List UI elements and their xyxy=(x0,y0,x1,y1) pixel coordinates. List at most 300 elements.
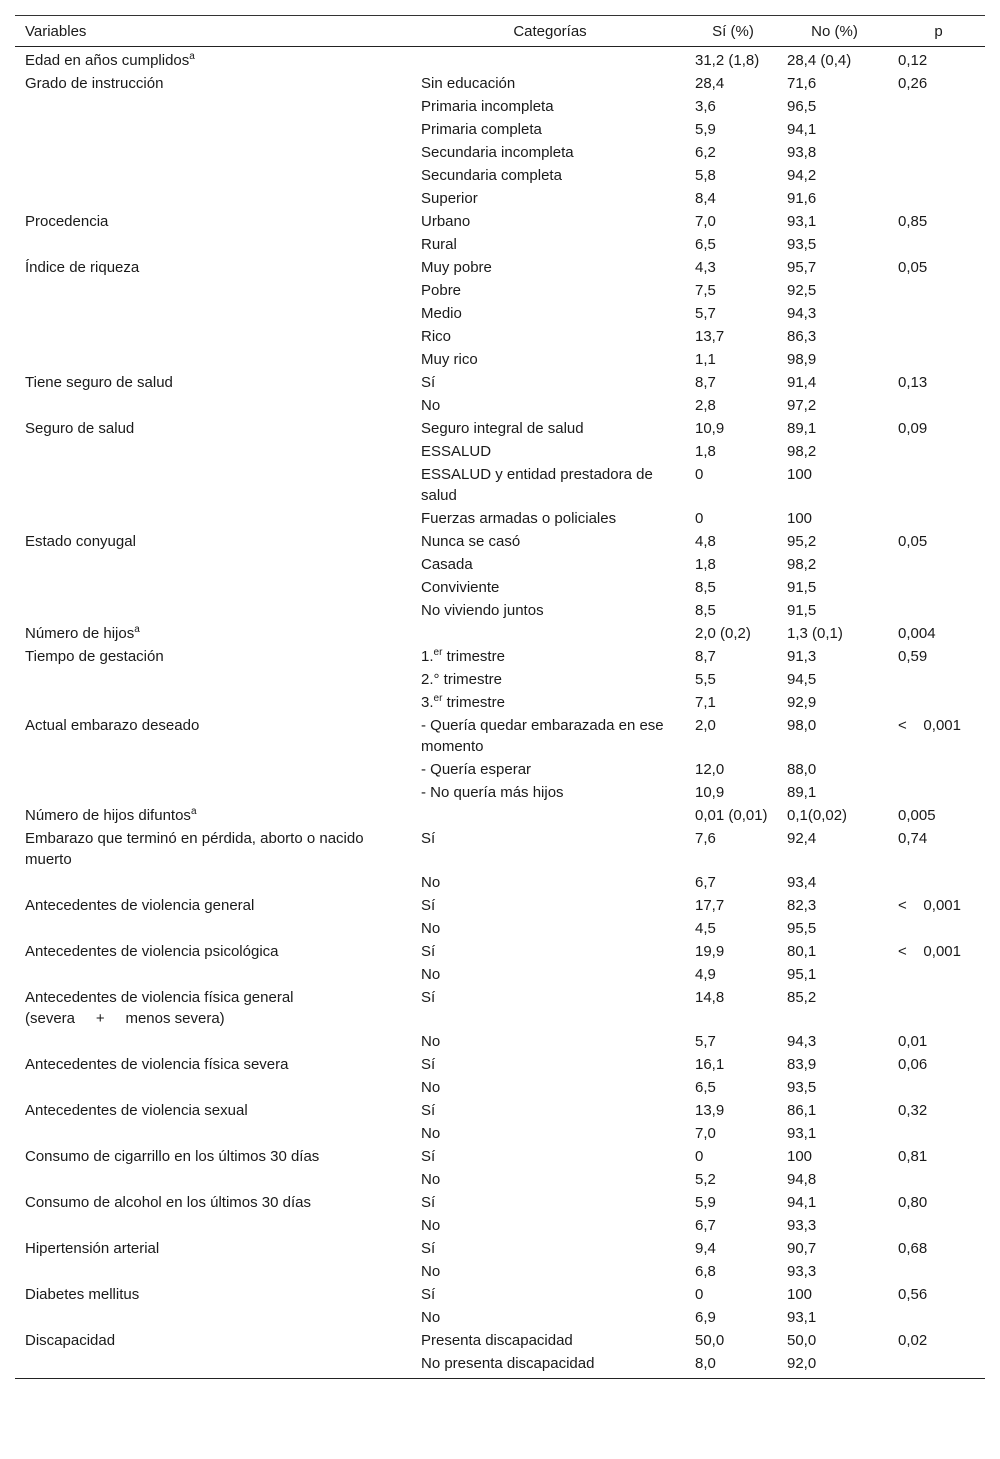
cell-p xyxy=(888,871,985,894)
table-row xyxy=(15,804,985,827)
table-row xyxy=(15,47,985,73)
cell-no: 98,2 xyxy=(787,556,817,573)
cell-categoria xyxy=(411,279,685,302)
table-row xyxy=(15,72,985,95)
cell-variable xyxy=(15,118,411,141)
table-row xyxy=(15,1076,985,1099)
cell-si: 0 xyxy=(695,1286,704,1303)
cell-categoria xyxy=(411,668,685,691)
table-row xyxy=(15,1283,985,1306)
cell-si: 7,5 xyxy=(695,282,716,299)
cell-si: 7,6 xyxy=(695,830,716,847)
cell-p xyxy=(888,668,985,691)
cell-p: 0,05 xyxy=(898,533,928,550)
table-row xyxy=(15,463,985,507)
cell-variable xyxy=(15,917,411,940)
cell-variable xyxy=(15,622,411,645)
header-categorias: Categorías xyxy=(411,16,685,47)
cell-p: 0,004 xyxy=(898,625,936,642)
cell-no: 96,5 xyxy=(787,98,817,115)
categoria-label: 3. xyxy=(421,694,434,711)
cell-si: 7,0 xyxy=(695,213,716,230)
cell-p xyxy=(888,986,985,1030)
cell-p xyxy=(888,758,985,781)
cell-si: 5,7 xyxy=(695,1033,716,1050)
cell-categoria xyxy=(411,1237,685,1260)
categoria-label: ESSALUD y entidad prestadora de salud xyxy=(421,466,653,504)
footnote-marker: a xyxy=(134,624,140,635)
categoria-label: Sí xyxy=(421,1194,436,1211)
cell-si: 5,8 xyxy=(695,167,716,184)
categoria-label: Rico xyxy=(421,328,452,345)
variable-label: Procedencia xyxy=(25,213,109,230)
cell-no: 93,5 xyxy=(787,236,817,253)
cell-no: 82,3 xyxy=(787,897,817,914)
variable-label: Antecedentes de violencia física general (severa + menos severa) xyxy=(25,989,294,1027)
table-row xyxy=(15,599,985,622)
table-row xyxy=(15,1145,985,1168)
cell-categoria xyxy=(411,325,685,348)
table-row xyxy=(15,963,985,986)
categoria-label: Sí xyxy=(421,1286,436,1303)
cell-variable xyxy=(15,827,411,871)
categoria-label: Presenta discapacidad xyxy=(421,1332,573,1349)
cell-p: 0,81 xyxy=(898,1148,928,1165)
cell-variable xyxy=(15,210,411,233)
cell-categoria xyxy=(411,348,685,371)
cell-si: 6,9 xyxy=(695,1309,716,1326)
cell-categoria xyxy=(411,1352,685,1379)
cell-categoria xyxy=(411,553,685,576)
cell-no: 93,5 xyxy=(787,1079,817,1096)
categoria-label: No xyxy=(421,874,441,891)
cell-categoria xyxy=(411,1329,685,1352)
variable-label: Discapacidad xyxy=(25,1332,116,1349)
categoria-label: Muy rico xyxy=(421,351,478,368)
cell-no: 91,5 xyxy=(787,602,817,619)
categoria-label: Conviviente xyxy=(421,579,500,596)
cell-p: 0,80 xyxy=(898,1194,928,1211)
cell-no: 85,2 xyxy=(787,989,817,1006)
cell-variable xyxy=(15,599,411,622)
cell-no: 93,1 xyxy=(787,1125,817,1142)
cell-no: 95,1 xyxy=(787,966,817,983)
cell-categoria xyxy=(411,47,685,73)
cell-categoria xyxy=(411,164,685,187)
cell-no: 89,1 xyxy=(787,784,817,801)
cell-categoria xyxy=(411,394,685,417)
cell-no: 93,1 xyxy=(787,1309,817,1326)
variable-label: Antecedentes de violencia sexual xyxy=(25,1102,248,1119)
table-row xyxy=(15,645,985,668)
cell-si: 4,3 xyxy=(695,259,716,276)
cell-variable xyxy=(15,553,411,576)
cell-si: 50,0 xyxy=(695,1332,725,1349)
cell-variable xyxy=(15,804,411,827)
table-row xyxy=(15,1099,985,1122)
cell-variable xyxy=(15,95,411,118)
table-row xyxy=(15,394,985,417)
cell-p xyxy=(888,440,985,463)
cell-categoria xyxy=(411,963,685,986)
cell-variable xyxy=(15,1352,411,1379)
table-row xyxy=(15,1260,985,1283)
cell-si: 4,9 xyxy=(695,966,716,983)
cell-si: 2,0 (0,2) xyxy=(695,625,751,642)
cell-categoria xyxy=(411,1283,685,1306)
cell-categoria xyxy=(411,118,685,141)
cell-variable xyxy=(15,1122,411,1145)
cell-categoria xyxy=(411,622,685,645)
cell-si: 19,9 xyxy=(695,943,725,960)
categoria-label: Sí xyxy=(421,1148,436,1165)
cell-variable xyxy=(15,645,411,668)
header-variables: Variables xyxy=(15,16,411,47)
cell-variable xyxy=(15,1306,411,1329)
cell-no: 93,3 xyxy=(787,1217,817,1234)
table-row xyxy=(15,1191,985,1214)
cell-variable xyxy=(15,1030,411,1053)
cell-p xyxy=(888,118,985,141)
cell-p: 0,12 xyxy=(898,52,928,69)
cell-categoria xyxy=(411,781,685,804)
cell-categoria xyxy=(411,645,685,668)
cell-categoria xyxy=(411,1306,685,1329)
table-row xyxy=(15,302,985,325)
cell-no: 94,8 xyxy=(787,1171,817,1188)
ordinal-marker: er xyxy=(433,693,443,704)
cell-variable xyxy=(15,1214,411,1237)
cell-si: 13,7 xyxy=(695,328,725,345)
categoria-label: Sí xyxy=(421,830,436,847)
variable-label: Tiempo de gestación xyxy=(25,648,164,665)
categoria-label: - No quería más hijos xyxy=(421,784,564,801)
cell-si: 0,01 (0,01) xyxy=(695,807,768,824)
ordinal-marker: er xyxy=(433,647,443,658)
categoria-label: Secundaria incompleta xyxy=(421,144,574,161)
cell-p xyxy=(888,1306,985,1329)
cell-no: 93,3 xyxy=(787,1263,817,1280)
cell-si: 28,4 xyxy=(695,75,725,92)
cell-no: 86,3 xyxy=(787,328,817,345)
cell-p xyxy=(888,917,985,940)
table-row xyxy=(15,118,985,141)
cell-si: 5,2 xyxy=(695,1171,716,1188)
categoria-label: No viviendo juntos xyxy=(421,602,544,619)
categoria-label: Rural xyxy=(421,236,457,253)
cell-p: 0,02 xyxy=(898,1332,928,1349)
cell-no: 94,3 xyxy=(787,1033,817,1050)
cell-variable xyxy=(15,714,411,758)
categoria-label: Medio xyxy=(421,305,462,322)
categoria-label: No xyxy=(421,1033,441,1050)
table-row xyxy=(15,894,985,917)
cell-categoria xyxy=(411,691,685,714)
cell-p xyxy=(888,325,985,348)
cell-si: 4,8 xyxy=(695,533,716,550)
variable-label: Antecedentes de violencia general xyxy=(25,897,255,914)
variable-label: Número de hijos xyxy=(25,625,135,642)
cell-no: 93,4 xyxy=(787,874,817,891)
table-row xyxy=(15,1122,985,1145)
categoria-label: Primaria completa xyxy=(421,121,542,138)
cell-variable xyxy=(15,233,411,256)
cell-no: 80,1 xyxy=(787,943,817,960)
cell-p xyxy=(888,576,985,599)
cell-p xyxy=(888,553,985,576)
cell-variable xyxy=(15,187,411,210)
header-p: p xyxy=(888,16,985,47)
footnote-marker: a xyxy=(189,51,195,62)
cell-no: 71,6 xyxy=(787,75,817,92)
cell-no: 95,2 xyxy=(787,533,817,550)
cell-si: 0 xyxy=(695,1148,704,1165)
variable-label: Antecedentes de violencia física severa xyxy=(25,1056,289,1073)
cell-no: 50,0 xyxy=(787,1332,817,1349)
cell-variable xyxy=(15,1191,411,1214)
cell-p xyxy=(888,963,985,986)
cell-no: 94,5 xyxy=(787,671,817,688)
cell-categoria xyxy=(411,72,685,95)
table-header xyxy=(15,16,985,47)
cell-categoria xyxy=(411,1030,685,1053)
table-row xyxy=(15,827,985,871)
cell-si: 7,1 xyxy=(695,694,716,711)
categoria-label: No xyxy=(421,1171,441,1188)
cell-no: 98,0 xyxy=(787,717,817,734)
cell-categoria xyxy=(411,940,685,963)
categoria-label: Muy pobre xyxy=(421,259,492,276)
cell-categoria xyxy=(411,463,685,507)
cell-variable xyxy=(15,164,411,187)
categoria-label: No xyxy=(421,966,441,983)
cell-no: 90,7 xyxy=(787,1240,817,1257)
cell-p: 0,005 xyxy=(898,807,936,824)
categoria-label: Sí xyxy=(421,989,436,1006)
table-row xyxy=(15,233,985,256)
cell-variable xyxy=(15,394,411,417)
variable-label: Seguro de salud xyxy=(25,420,135,437)
variable-label: Edad en años cumplidos xyxy=(25,52,190,69)
cell-variable xyxy=(15,72,411,95)
cell-variable xyxy=(15,440,411,463)
cell-p: < 0,001 xyxy=(898,717,961,734)
cell-p xyxy=(888,691,985,714)
cell-variable xyxy=(15,668,411,691)
table-row xyxy=(15,622,985,645)
cell-variable xyxy=(15,141,411,164)
cell-variable xyxy=(15,1076,411,1099)
cell-no: 94,2 xyxy=(787,167,817,184)
table-row xyxy=(15,1237,985,1260)
cell-variable xyxy=(15,463,411,507)
cell-p: 0,05 xyxy=(898,259,928,276)
categoria-label: Sí xyxy=(421,897,436,914)
table-row xyxy=(15,348,985,371)
table-row xyxy=(15,1306,985,1329)
cell-no: 86,1 xyxy=(787,1102,817,1119)
categoria-label: Sí xyxy=(421,1240,436,1257)
cell-p: 0,74 xyxy=(898,830,928,847)
cell-p: < 0,001 xyxy=(898,897,961,914)
variable-label: Diabetes mellitus xyxy=(25,1286,140,1303)
variable-label: Estado conyugal xyxy=(25,533,136,550)
cell-si: 2,8 xyxy=(695,397,716,414)
cell-variable xyxy=(15,1260,411,1283)
cell-variable xyxy=(15,1145,411,1168)
cell-p xyxy=(888,1352,985,1379)
categoria-label: Sí xyxy=(421,943,436,960)
cell-variable xyxy=(15,530,411,553)
table-row xyxy=(15,940,985,963)
cell-variable xyxy=(15,47,411,73)
variable-label: Hipertensión arterial xyxy=(25,1240,160,1257)
cell-si: 6,7 xyxy=(695,1217,716,1234)
cell-si: 8,5 xyxy=(695,602,716,619)
cell-si: 2,0 xyxy=(695,717,716,734)
cell-variable xyxy=(15,302,411,325)
table-row xyxy=(15,1030,985,1053)
table-row xyxy=(15,986,985,1030)
cell-variable xyxy=(15,1168,411,1191)
categoria-label: 1. xyxy=(421,648,434,665)
cell-variable xyxy=(15,758,411,781)
cell-p xyxy=(888,187,985,210)
cell-no: 0,1(0,02) xyxy=(787,807,848,824)
table-row xyxy=(15,1352,985,1379)
cell-si: 6,2 xyxy=(695,144,716,161)
cell-variable xyxy=(15,1329,411,1352)
cell-p xyxy=(888,463,985,507)
cell-si: 4,5 xyxy=(695,920,716,937)
cell-categoria xyxy=(411,576,685,599)
cell-p xyxy=(888,507,985,530)
table-row xyxy=(15,1214,985,1237)
table-row xyxy=(15,871,985,894)
cell-categoria xyxy=(411,827,685,871)
cell-si: 6,7 xyxy=(695,874,716,891)
cell-si: 5,5 xyxy=(695,671,716,688)
table-row xyxy=(15,576,985,599)
cell-variable xyxy=(15,871,411,894)
categoria-label: Secundaria completa xyxy=(421,167,562,184)
cell-categoria xyxy=(411,1145,685,1168)
cell-variable xyxy=(15,894,411,917)
cell-categoria xyxy=(411,714,685,758)
cell-variable xyxy=(15,576,411,599)
cell-no: 93,1 xyxy=(787,213,817,230)
categoria-label: Pobre xyxy=(421,282,462,299)
categoria-label: Sí xyxy=(421,1102,436,1119)
variable-label: Consumo de cigarrillo en los últimos 30 días xyxy=(25,1148,320,1165)
table-row xyxy=(15,141,985,164)
cell-no: 91,6 xyxy=(787,190,817,207)
categoria-label: No xyxy=(421,1079,441,1096)
table-row xyxy=(15,781,985,804)
cell-no: 94,1 xyxy=(787,1194,817,1211)
cell-p xyxy=(888,279,985,302)
cell-no: 93,8 xyxy=(787,144,817,161)
cell-si: 0 xyxy=(695,510,704,527)
cell-variable xyxy=(15,417,411,440)
cell-si: 10,9 xyxy=(695,784,725,801)
cell-si: 1,8 xyxy=(695,443,716,460)
cell-categoria xyxy=(411,871,685,894)
categoria-label: No xyxy=(421,1263,441,1280)
table-row xyxy=(15,758,985,781)
cell-variable xyxy=(15,1237,411,1260)
categoria-label: Sí xyxy=(421,374,436,391)
cell-variable xyxy=(15,986,411,1030)
cell-p: 0,85 xyxy=(898,213,928,230)
cell-si: 8,7 xyxy=(695,648,716,665)
table-row xyxy=(15,917,985,940)
cell-no: 100 xyxy=(787,510,813,527)
cell-categoria xyxy=(411,417,685,440)
cell-no: 97,2 xyxy=(787,397,817,414)
cell-categoria xyxy=(411,1191,685,1214)
cell-categoria xyxy=(411,1099,685,1122)
table-row xyxy=(15,371,985,394)
categoria-label: 2.° trimestre xyxy=(421,671,503,688)
cell-no: 94,1 xyxy=(787,121,817,138)
cell-si: 16,1 xyxy=(695,1056,725,1073)
cell-variable xyxy=(15,781,411,804)
categoria-label: ESSALUD xyxy=(421,443,492,460)
cell-si: 5,9 xyxy=(695,1194,716,1211)
cell-categoria xyxy=(411,95,685,118)
cell-categoria xyxy=(411,440,685,463)
categoria-label: - Quería quedar embarazada en ese momento xyxy=(421,717,664,755)
cell-variable xyxy=(15,371,411,394)
categoria-suffix: trimestre xyxy=(442,648,505,665)
cell-categoria xyxy=(411,1053,685,1076)
cell-si: 8,0 xyxy=(685,1352,777,1379)
variable-label: Número de hijos difuntos xyxy=(25,807,191,824)
variable-label: Actual embarazo deseado xyxy=(25,717,200,734)
cell-no: 83,9 xyxy=(787,1056,817,1073)
table-body xyxy=(15,47,985,1379)
cell-p: < 0,001 xyxy=(898,943,961,960)
cell-no: 98,9 xyxy=(787,351,817,368)
cell-variable xyxy=(15,1053,411,1076)
cell-p xyxy=(888,233,985,256)
cell-no: 94,3 xyxy=(787,305,817,322)
cell-si: 0 xyxy=(695,466,704,483)
cell-si: 8,4 xyxy=(695,190,716,207)
cell-p xyxy=(888,1076,985,1099)
table-row xyxy=(15,1053,985,1076)
cell-si: 5,9 xyxy=(695,121,716,138)
cell-no: 91,4 xyxy=(787,374,817,391)
cell-p xyxy=(888,302,985,325)
cell-categoria xyxy=(411,187,685,210)
cell-categoria xyxy=(411,1076,685,1099)
categoria-label: No xyxy=(421,920,441,937)
cell-no: 92,9 xyxy=(787,694,817,711)
cell-si: 1,1 xyxy=(695,351,716,368)
cell-no: 28,4 (0,4) xyxy=(787,52,852,69)
cell-categoria xyxy=(411,894,685,917)
cell-categoria xyxy=(411,986,685,1030)
cell-p xyxy=(888,348,985,371)
cell-no: 91,5 xyxy=(787,579,817,596)
cell-no: 95,7 xyxy=(787,259,817,276)
variable-label: Grado de instrucción xyxy=(25,75,164,92)
cell-p xyxy=(888,394,985,417)
variable-label: Tiene seguro de salud xyxy=(25,374,173,391)
cell-variable xyxy=(15,1099,411,1122)
